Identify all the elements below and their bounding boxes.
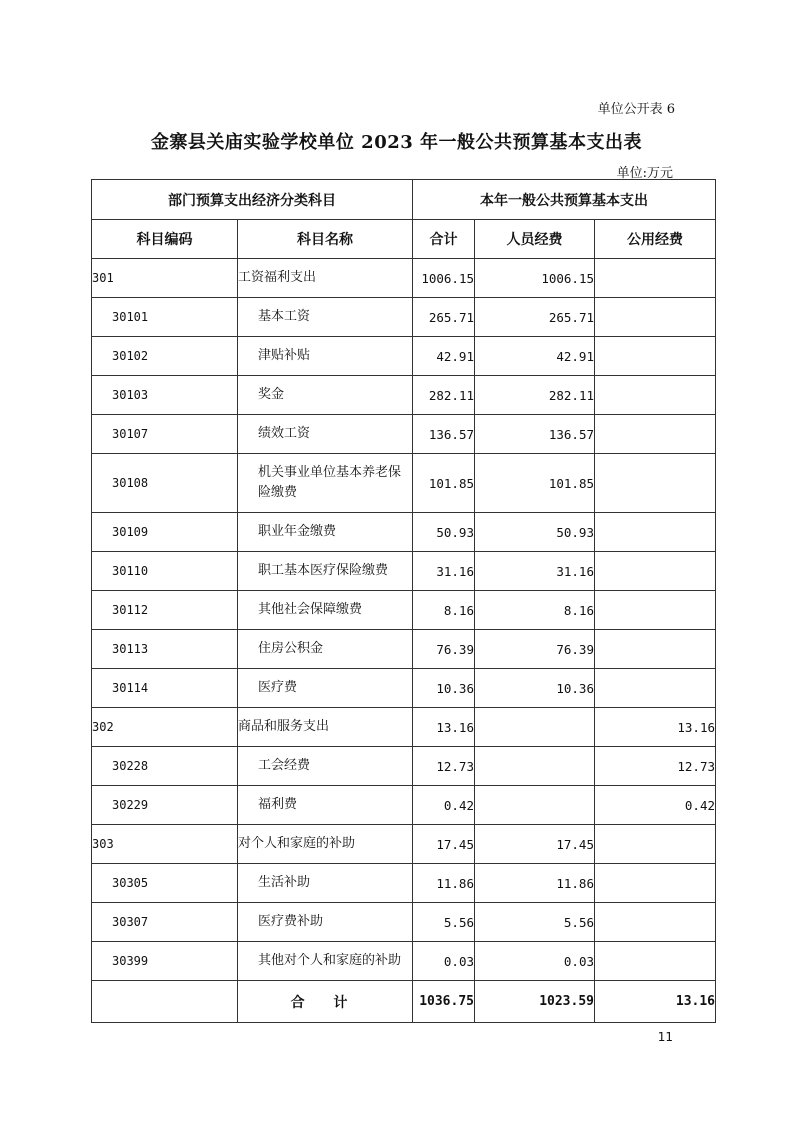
row-public: 0.42	[595, 786, 716, 825]
row-total: 101.85	[413, 454, 475, 513]
row-name: 机关事业单位基本养老保险缴费	[238, 454, 413, 513]
row-personnel: 31.16	[475, 552, 595, 591]
header-total: 合计	[413, 220, 475, 259]
row-total: 282.11	[413, 376, 475, 415]
total-public: 13.16	[595, 981, 716, 1023]
row-name: 其他社会保障缴费	[238, 591, 413, 630]
row-total: 136.57	[413, 415, 475, 454]
header-economic-classification: 部门预算支出经济分类科目	[92, 180, 413, 220]
row-personnel: 17.45	[475, 825, 595, 864]
row-name: 绩效工资	[238, 415, 413, 454]
total-row	[92, 981, 716, 1023]
row-personnel: 10.36	[475, 669, 595, 708]
row-personnel: 0.03	[475, 942, 595, 981]
row-code: 30112	[92, 591, 238, 630]
row-personnel	[475, 747, 595, 786]
total-personnel: 1023.59	[475, 981, 595, 1023]
row-total: 265.71	[413, 298, 475, 337]
table-row	[92, 552, 716, 591]
row-code: 30102	[92, 337, 238, 376]
row-public	[595, 552, 716, 591]
row-name: 工资福利支出	[238, 259, 413, 298]
row-code: 302	[92, 708, 238, 747]
row-personnel	[475, 786, 595, 825]
row-name: 医疗费补助	[238, 903, 413, 942]
row-total: 11.86	[413, 864, 475, 903]
header-public: 公用经费	[595, 220, 716, 259]
page-number: 11	[657, 1030, 673, 1044]
row-code: 30107	[92, 415, 238, 454]
row-public	[595, 337, 716, 376]
row-personnel: 50.93	[475, 513, 595, 552]
table-row	[92, 630, 716, 669]
page-title: 金寨县关庙实验学校单位 2023 年一般公共预算基本支出表	[150, 132, 643, 153]
table-row	[92, 298, 716, 337]
row-public: 13.16	[595, 708, 716, 747]
header-basic-expenditure: 本年一般公共预算基本支出	[413, 180, 716, 220]
table-row	[92, 259, 716, 298]
row-code: 30307	[92, 903, 238, 942]
row-public	[595, 454, 716, 513]
row-total: 0.03	[413, 942, 475, 981]
row-name: 职工基本医疗保险缴费	[238, 552, 413, 591]
table-row	[92, 786, 716, 825]
row-code: 303	[92, 825, 238, 864]
row-public	[595, 259, 716, 298]
table-body	[92, 259, 716, 981]
table-row	[92, 669, 716, 708]
table-row	[92, 376, 716, 415]
row-public	[595, 903, 716, 942]
row-personnel: 5.56	[475, 903, 595, 942]
row-personnel: 11.86	[475, 864, 595, 903]
row-total: 31.16	[413, 552, 475, 591]
row-personnel: 42.91	[475, 337, 595, 376]
total-total: 1036.75	[413, 981, 475, 1023]
row-code: 30109	[92, 513, 238, 552]
total-code-cell	[92, 981, 238, 1023]
row-total: 17.45	[413, 825, 475, 864]
unit-label: 单位:万元	[616, 166, 673, 181]
header-personnel: 人员经费	[475, 220, 595, 259]
table-row	[92, 415, 716, 454]
row-personnel: 136.57	[475, 415, 595, 454]
row-name: 基本工资	[238, 298, 413, 337]
row-code: 301	[92, 259, 238, 298]
table-row	[92, 513, 716, 552]
table-row	[92, 454, 716, 513]
row-total: 0.42	[413, 786, 475, 825]
row-public	[595, 864, 716, 903]
row-code: 30103	[92, 376, 238, 415]
row-public	[595, 630, 716, 669]
row-public	[595, 513, 716, 552]
row-code: 30108	[92, 454, 238, 513]
row-name: 生活补助	[238, 864, 413, 903]
row-name: 对个人和家庭的补助	[238, 825, 413, 864]
row-code: 30113	[92, 630, 238, 669]
row-total: 8.16	[413, 591, 475, 630]
table-row	[92, 864, 716, 903]
row-personnel: 8.16	[475, 591, 595, 630]
row-name: 津贴补贴	[238, 337, 413, 376]
row-public	[595, 669, 716, 708]
row-total: 50.93	[413, 513, 475, 552]
table-row	[92, 825, 716, 864]
row-public	[595, 415, 716, 454]
row-name: 商品和服务支出	[238, 708, 413, 747]
row-total: 76.39	[413, 630, 475, 669]
row-name: 其他对个人和家庭的补助	[238, 942, 413, 981]
row-code: 30110	[92, 552, 238, 591]
row-personnel: 1006.15	[475, 259, 595, 298]
row-personnel: 282.11	[475, 376, 595, 415]
row-name: 福利费	[238, 786, 413, 825]
row-public	[595, 942, 716, 981]
row-code: 30399	[92, 942, 238, 981]
row-code: 30101	[92, 298, 238, 337]
row-total: 42.91	[413, 337, 475, 376]
row-code: 30228	[92, 747, 238, 786]
row-total: 5.56	[413, 903, 475, 942]
row-code: 30229	[92, 786, 238, 825]
header-name: 科目名称	[238, 220, 413, 259]
row-public	[595, 591, 716, 630]
row-personnel: 101.85	[475, 454, 595, 513]
row-public	[595, 298, 716, 337]
table-row	[92, 708, 716, 747]
row-public	[595, 376, 716, 415]
row-total: 1006.15	[413, 259, 475, 298]
table-row	[92, 337, 716, 376]
row-name: 医疗费	[238, 669, 413, 708]
row-code: 30305	[92, 864, 238, 903]
table-row	[92, 942, 716, 981]
row-personnel	[475, 708, 595, 747]
row-total: 10.36	[413, 669, 475, 708]
header-code: 科目编码	[92, 220, 238, 259]
row-name: 职业年金缴费	[238, 513, 413, 552]
row-total: 12.73	[413, 747, 475, 786]
row-public	[595, 825, 716, 864]
row-code: 30114	[92, 669, 238, 708]
row-name: 工会经费	[238, 747, 413, 786]
total-label: 合 计	[238, 981, 413, 1023]
table-row	[92, 591, 716, 630]
row-name: 奖金	[238, 376, 413, 415]
table-row	[92, 747, 716, 786]
row-personnel: 76.39	[475, 630, 595, 669]
row-name: 住房公积金	[238, 630, 413, 669]
form-number: 单位公开表 6	[597, 102, 675, 117]
row-total: 13.16	[413, 708, 475, 747]
row-personnel: 265.71	[475, 298, 595, 337]
row-public: 12.73	[595, 747, 716, 786]
budget-table	[91, 179, 716, 1023]
table-row	[92, 903, 716, 942]
